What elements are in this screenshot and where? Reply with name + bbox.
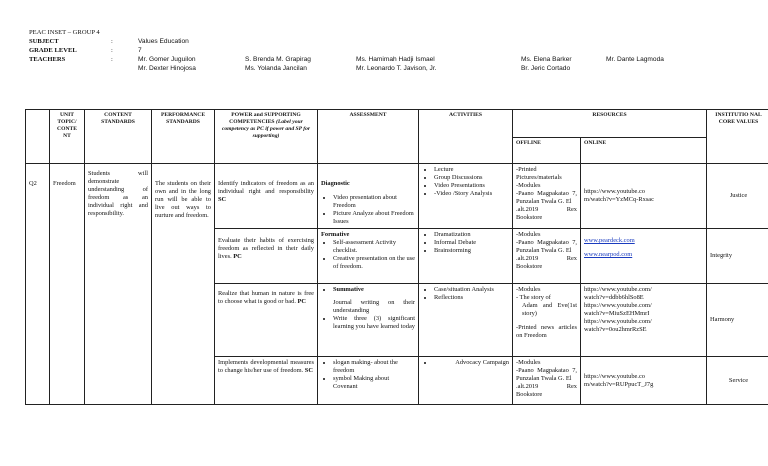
- assessment-cell: [318, 357, 419, 405]
- offline-resource: -Printed news articles on Freedom: [516, 324, 577, 339]
- offline-resource: -Paano Magpakatao 7, Punzalan Twala G. El: [516, 239, 577, 254]
- teacher-name: Ms. Yolanda Jancilan: [245, 65, 307, 72]
- offline-resource: .alt.2019 Rex Bookstore: [516, 255, 577, 270]
- offline-resources-cell: [513, 229, 581, 284]
- activities-header: ACTIVITIES: [419, 110, 513, 164]
- teacher-name: Ms. Elena Barker: [521, 56, 572, 63]
- content-standard-cell: Students will demonstrate understanding of freedom as an individual right and responsibility.: [85, 164, 152, 405]
- activity-item: • Case/situation Analysis: [434, 286, 509, 294]
- online-resources-cell: [581, 229, 707, 284]
- assessment-item: Journal writing on their understanding: [333, 299, 415, 314]
- competency-cell: [215, 229, 318, 284]
- online-resource-link[interactable]: https://www.youtube.com/: [584, 302, 652, 309]
- competency-text: Implements developmental measures to change his/her use of freedom.: [218, 359, 314, 374]
- teacher-name: Mr. Dante Lagmoda: [606, 56, 664, 63]
- assessment-title: Formative: [321, 231, 350, 238]
- offline-resource: -Modules: [516, 182, 541, 189]
- subject-value: Values Education: [138, 38, 189, 45]
- unit-topic-header: UNIT TOPIC/ CONTE NT: [50, 110, 85, 164]
- performance-standards-header: PERFORMANCE STANDARDS: [152, 110, 215, 164]
- offline-resource: -Modules: [516, 231, 541, 238]
- online-resource-link[interactable]: www.peardeck.com: [584, 237, 635, 244]
- activities-cell: [419, 229, 513, 284]
- offline-resource: -Paano Magpakatao 7, Punzalan Twala G. El: [516, 190, 577, 205]
- offline-header: OFFLINE: [513, 138, 581, 164]
- online-resource-link[interactable]: watch?v=0ou2hmrRzSE: [584, 326, 647, 333]
- core-values-header: INSTITUTIO NAL CORE VALUES: [707, 110, 768, 164]
- activity-item: • Video Presentations: [434, 182, 509, 190]
- curriculum-table: [25, 109, 768, 405]
- online-resource-link[interactable]: watch?v=ddbb6hlSo8E: [584, 294, 644, 301]
- competency-text: Identify indicators of freedom as an individual right and responsibility: [218, 180, 314, 195]
- competency-tag: PC: [297, 298, 307, 305]
- online-resource-link[interactable]: https://www.youtube.com/: [584, 318, 652, 325]
- assessment-item: • Self-assessment Activity checklist.: [333, 239, 415, 255]
- grade-colon: :: [111, 47, 113, 54]
- activity-item: • Reflections: [434, 294, 509, 302]
- teachers-colon: :: [111, 56, 113, 63]
- teacher-name: Br. Jeric Cortado: [521, 65, 571, 72]
- online-resource-link[interactable]: m/watch?v=YzMCq-Rxsac: [584, 196, 654, 203]
- subject-colon: :: [111, 38, 113, 45]
- assessment-cell: [318, 284, 419, 357]
- activities-cell: [419, 357, 513, 405]
- offline-resource: .alt.2019 Rex Bookstore: [516, 383, 577, 398]
- assessment-title: • Summative: [333, 286, 415, 294]
- offline-resource: -Modules: [516, 359, 541, 366]
- core-value-cell: Integrity: [707, 229, 768, 284]
- topic-cell: Freedom: [50, 164, 85, 405]
- activity-item: • Informal Debate: [434, 239, 509, 247]
- competency-tag: SC: [304, 367, 313, 374]
- assessment-cell: [318, 164, 419, 229]
- resources-header: RESOURCES: [513, 110, 707, 138]
- activity-item: • -Video /Story Analysis: [434, 190, 509, 198]
- teacher-name: Mr. Leonardo T. Javison, Jr.: [356, 65, 437, 72]
- activity-item: • Dramatization: [434, 231, 509, 239]
- core-value-cell: Harmony: [707, 284, 768, 357]
- teacher-name: Mr. Dexter Hinojosa: [138, 65, 196, 72]
- blank-header-cell: [26, 110, 50, 164]
- assessment-item: • Picture Analyze about Freedom Issues: [333, 210, 415, 226]
- assessment-item: • Write three (3) significant learning you have learned today: [333, 315, 415, 331]
- online-resource-link[interactable]: https://www.youtube.co: [584, 372, 646, 380]
- assessment-item: • Video presentation about Freedom: [333, 194, 415, 210]
- online-resources-cell: [581, 284, 707, 357]
- online-resource-link[interactable]: watch?v=MiuSzEHMmrI: [584, 310, 650, 317]
- offline-resource: - The story of: [516, 294, 551, 301]
- online-resources-cell: [581, 357, 707, 405]
- activity-item: • Brainstorming: [434, 247, 509, 255]
- competency-tag: PC: [233, 253, 242, 260]
- offline-resources-cell: [513, 284, 581, 357]
- competency-cell: [215, 357, 318, 405]
- teacher-name: Mr. Gomer Juguilon: [138, 56, 196, 63]
- teacher-name: Ms. Hamimah Hadji Ismael: [356, 56, 435, 63]
- competency-text: Realize that human in nature is free to choose what is good or bad.: [218, 290, 314, 305]
- activities-cell: [419, 284, 513, 357]
- core-value-cell: Service: [707, 357, 768, 405]
- offline-resources-cell: [513, 357, 581, 405]
- assessment-header: ASSESSMENT: [318, 110, 419, 164]
- activity-item: • Lecture: [434, 166, 509, 174]
- online-resource-link[interactable]: m/watch?v=RUPpucT_J7g: [584, 380, 654, 388]
- offline-resource: -Modules: [516, 286, 541, 293]
- offline-resources-cell: [513, 164, 581, 229]
- activities-cell: [419, 164, 513, 229]
- performance-standard-cell: The students on their own and in the long run will be able to live out ways to nurture and freedom.: [152, 164, 215, 405]
- competency-cell: [215, 284, 318, 357]
- core-value-cell: Justice: [707, 164, 768, 229]
- assessment-cell: [318, 229, 419, 284]
- online-resource-link[interactable]: https://www.youtube.co: [584, 188, 646, 195]
- power-competencies-header: [215, 110, 318, 164]
- offline-resource: -Paano Magpakatao 7, Punzalan Twala G. El: [516, 367, 577, 382]
- power-competencies-title: POWER and SUPPORTING COMPETENCIES: [229, 112, 301, 125]
- power-competencies-note: (Label your competency as PC if power and SP for supporting): [221, 119, 311, 139]
- assessment-item: • Creative presentation on the use of freedom.: [333, 255, 415, 271]
- document-title: PEAC INSET – GROUP 4: [29, 29, 100, 36]
- activity-item: • Advocacy Campaign: [434, 359, 509, 367]
- assessment-item: • symbol Making about Covenant: [333, 375, 415, 391]
- competency-tag: SC: [218, 196, 227, 203]
- offline-resource: Adam and Eve(1st story): [522, 302, 577, 317]
- quarter-cell: Q2: [26, 164, 50, 405]
- grade-label: GRADE LEVEL: [29, 47, 77, 54]
- teachers-label: TEACHERS: [29, 56, 66, 63]
- offline-resource: -Printed Pictures/materials: [516, 166, 562, 181]
- subject-label: SUBJECT: [29, 38, 59, 45]
- grade-value: 7: [138, 47, 142, 54]
- teacher-name: S. Brenda M. Grapirag: [245, 56, 311, 63]
- activity-item: • Group Discussions: [434, 174, 509, 182]
- online-resource-link[interactable]: www.nearpod.com: [584, 251, 633, 258]
- online-resources-cell: [581, 164, 707, 229]
- offline-resource: .alt.2019 Rex Bookstore: [516, 206, 577, 221]
- assessment-item: • slogan making- about the freedom: [333, 359, 415, 375]
- competency-text: Evaluate their habits of exercising freedom as reflected in their daily lives.: [218, 237, 314, 260]
- online-resource-link[interactable]: https://www.youtube.com/: [584, 286, 652, 293]
- content-standards-header: CONTENT STANDARDS: [85, 110, 152, 164]
- competency-cell: [215, 164, 318, 229]
- assessment-title: Diagnostic: [321, 180, 350, 187]
- online-header: ONLINE: [581, 138, 707, 164]
